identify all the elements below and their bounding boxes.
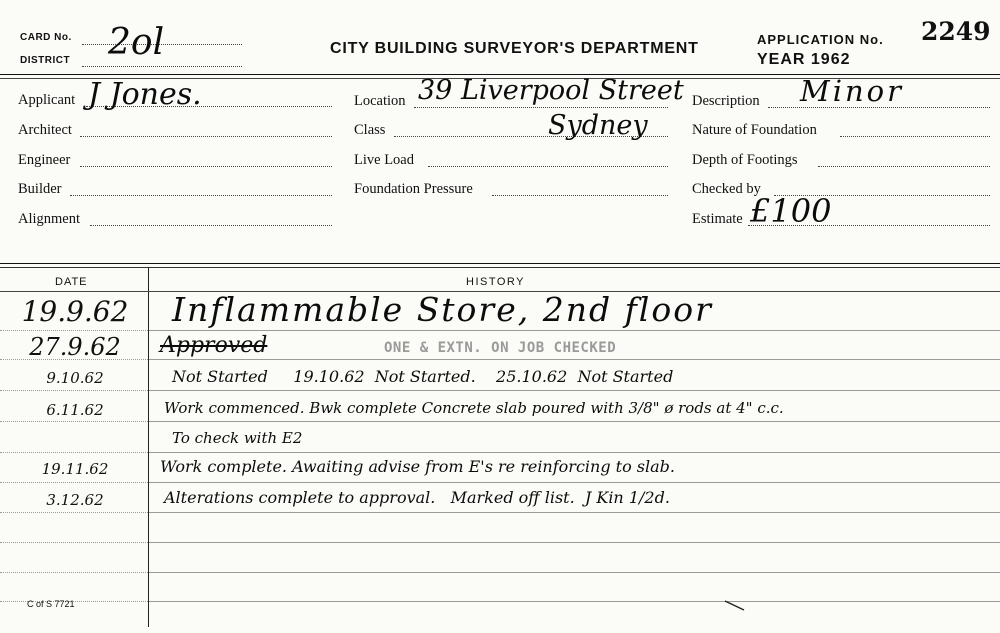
ruled-line (0, 421, 150, 422)
history-text: Work complete. Awaiting advise from E's re reinforcing to slab. (160, 457, 675, 476)
alignment-label: Alignment (18, 211, 81, 227)
ruled-line (0, 542, 150, 543)
history-text: Inflammable Store, 2nd floor (172, 290, 713, 329)
location-value: 39 Liverpool Street (418, 75, 684, 106)
architect-label: Architect (18, 122, 72, 138)
foundation-pressure-label: Foundation Pressure (354, 181, 473, 197)
ruled-line (0, 512, 150, 513)
ruled-line (0, 572, 150, 573)
ruled-line (150, 512, 1000, 513)
applicant-value: J Jones. (88, 77, 202, 112)
nature-of-foundation-label: Nature of Foundation (692, 122, 817, 138)
ruled-line (150, 359, 1000, 360)
ruled-line (0, 390, 150, 391)
district-label: DISTRICT (20, 55, 71, 66)
history-header: HISTORY (466, 276, 525, 288)
job-checked-stamp: ONE & EXTN. ON JOB CHECKED (384, 340, 617, 356)
history-date: 19.9.62 (21, 295, 129, 328)
checked-by-label: Checked by (692, 181, 761, 197)
history-date: 6.11.62 (46, 401, 104, 419)
ruled-line (150, 542, 1000, 543)
engineer-line (80, 166, 332, 167)
form-code: C of S 7721 (27, 599, 75, 609)
live-load-label: Live Load (354, 152, 414, 168)
history-rule-top-2 (0, 267, 1000, 268)
location-line (414, 107, 668, 108)
ruled-line (150, 390, 1000, 391)
history-date: 19.11.62 (41, 460, 109, 478)
ruled-line (150, 421, 1000, 422)
class-value: Sydney (548, 110, 648, 141)
ruled-line (150, 482, 1000, 483)
year-label: YEAR 1962 (757, 51, 851, 68)
description-label: Description (692, 93, 760, 109)
date-header: DATE (55, 276, 88, 288)
location-label: Location (354, 93, 406, 109)
card-no-label: CARD No. (20, 32, 72, 43)
alignment-line (90, 225, 332, 226)
application-label: APPLICATION No. (757, 32, 884, 47)
pen-mark (724, 600, 746, 612)
estimate-label: Estimate (692, 211, 743, 227)
history-text: To check with E2 (172, 429, 303, 447)
application-number: 2249 (921, 17, 991, 46)
date-column-divider (148, 267, 149, 627)
builder-label: Builder (18, 181, 62, 197)
history-text: Work commenced. Bwk complete Concrete slab poured with 3/8" ø rods at 4" c.c. (164, 399, 784, 417)
ruled-line (150, 601, 1000, 602)
applicant-label: Applicant (18, 92, 76, 108)
builder-line (70, 195, 332, 196)
history-text: Approved (160, 333, 268, 358)
history-text: Alterations complete to approval. Marked off list. J Kin 1/2d. (164, 488, 670, 507)
ruled-line (0, 452, 150, 453)
ruled-line (150, 452, 1000, 453)
description-value: Minor (800, 74, 904, 108)
estimate-value: £100 (750, 192, 832, 230)
architect-line (80, 136, 332, 137)
ruled-line (0, 330, 150, 331)
district-value: 2ol (108, 22, 165, 63)
history-date: 3.12.62 (46, 491, 104, 509)
engineer-label: Engineer (18, 152, 71, 168)
ruled-line (0, 601, 150, 602)
department-title: CITY BUILDING SURVEYOR'S DEPARTMENT (330, 40, 699, 57)
live-load-line (428, 166, 668, 167)
history-date: 27.9.62 (29, 333, 121, 361)
history-date: 9.10.62 (46, 369, 104, 387)
history-rule-top (0, 263, 1000, 264)
ruled-line (150, 330, 1000, 331)
ruled-line (0, 482, 150, 483)
class-label: Class (354, 122, 386, 138)
foundation-pressure-line (492, 195, 668, 196)
depth-of-footings-label: Depth of Footings (692, 152, 798, 168)
history-text: Not Started 19.10.62 Not Started. 25.10.62 Not Started (172, 367, 674, 386)
ruled-line (150, 572, 1000, 573)
district-line (82, 66, 242, 67)
nature-of-foundation-line (840, 136, 990, 137)
depth-of-footings-line (818, 166, 990, 167)
